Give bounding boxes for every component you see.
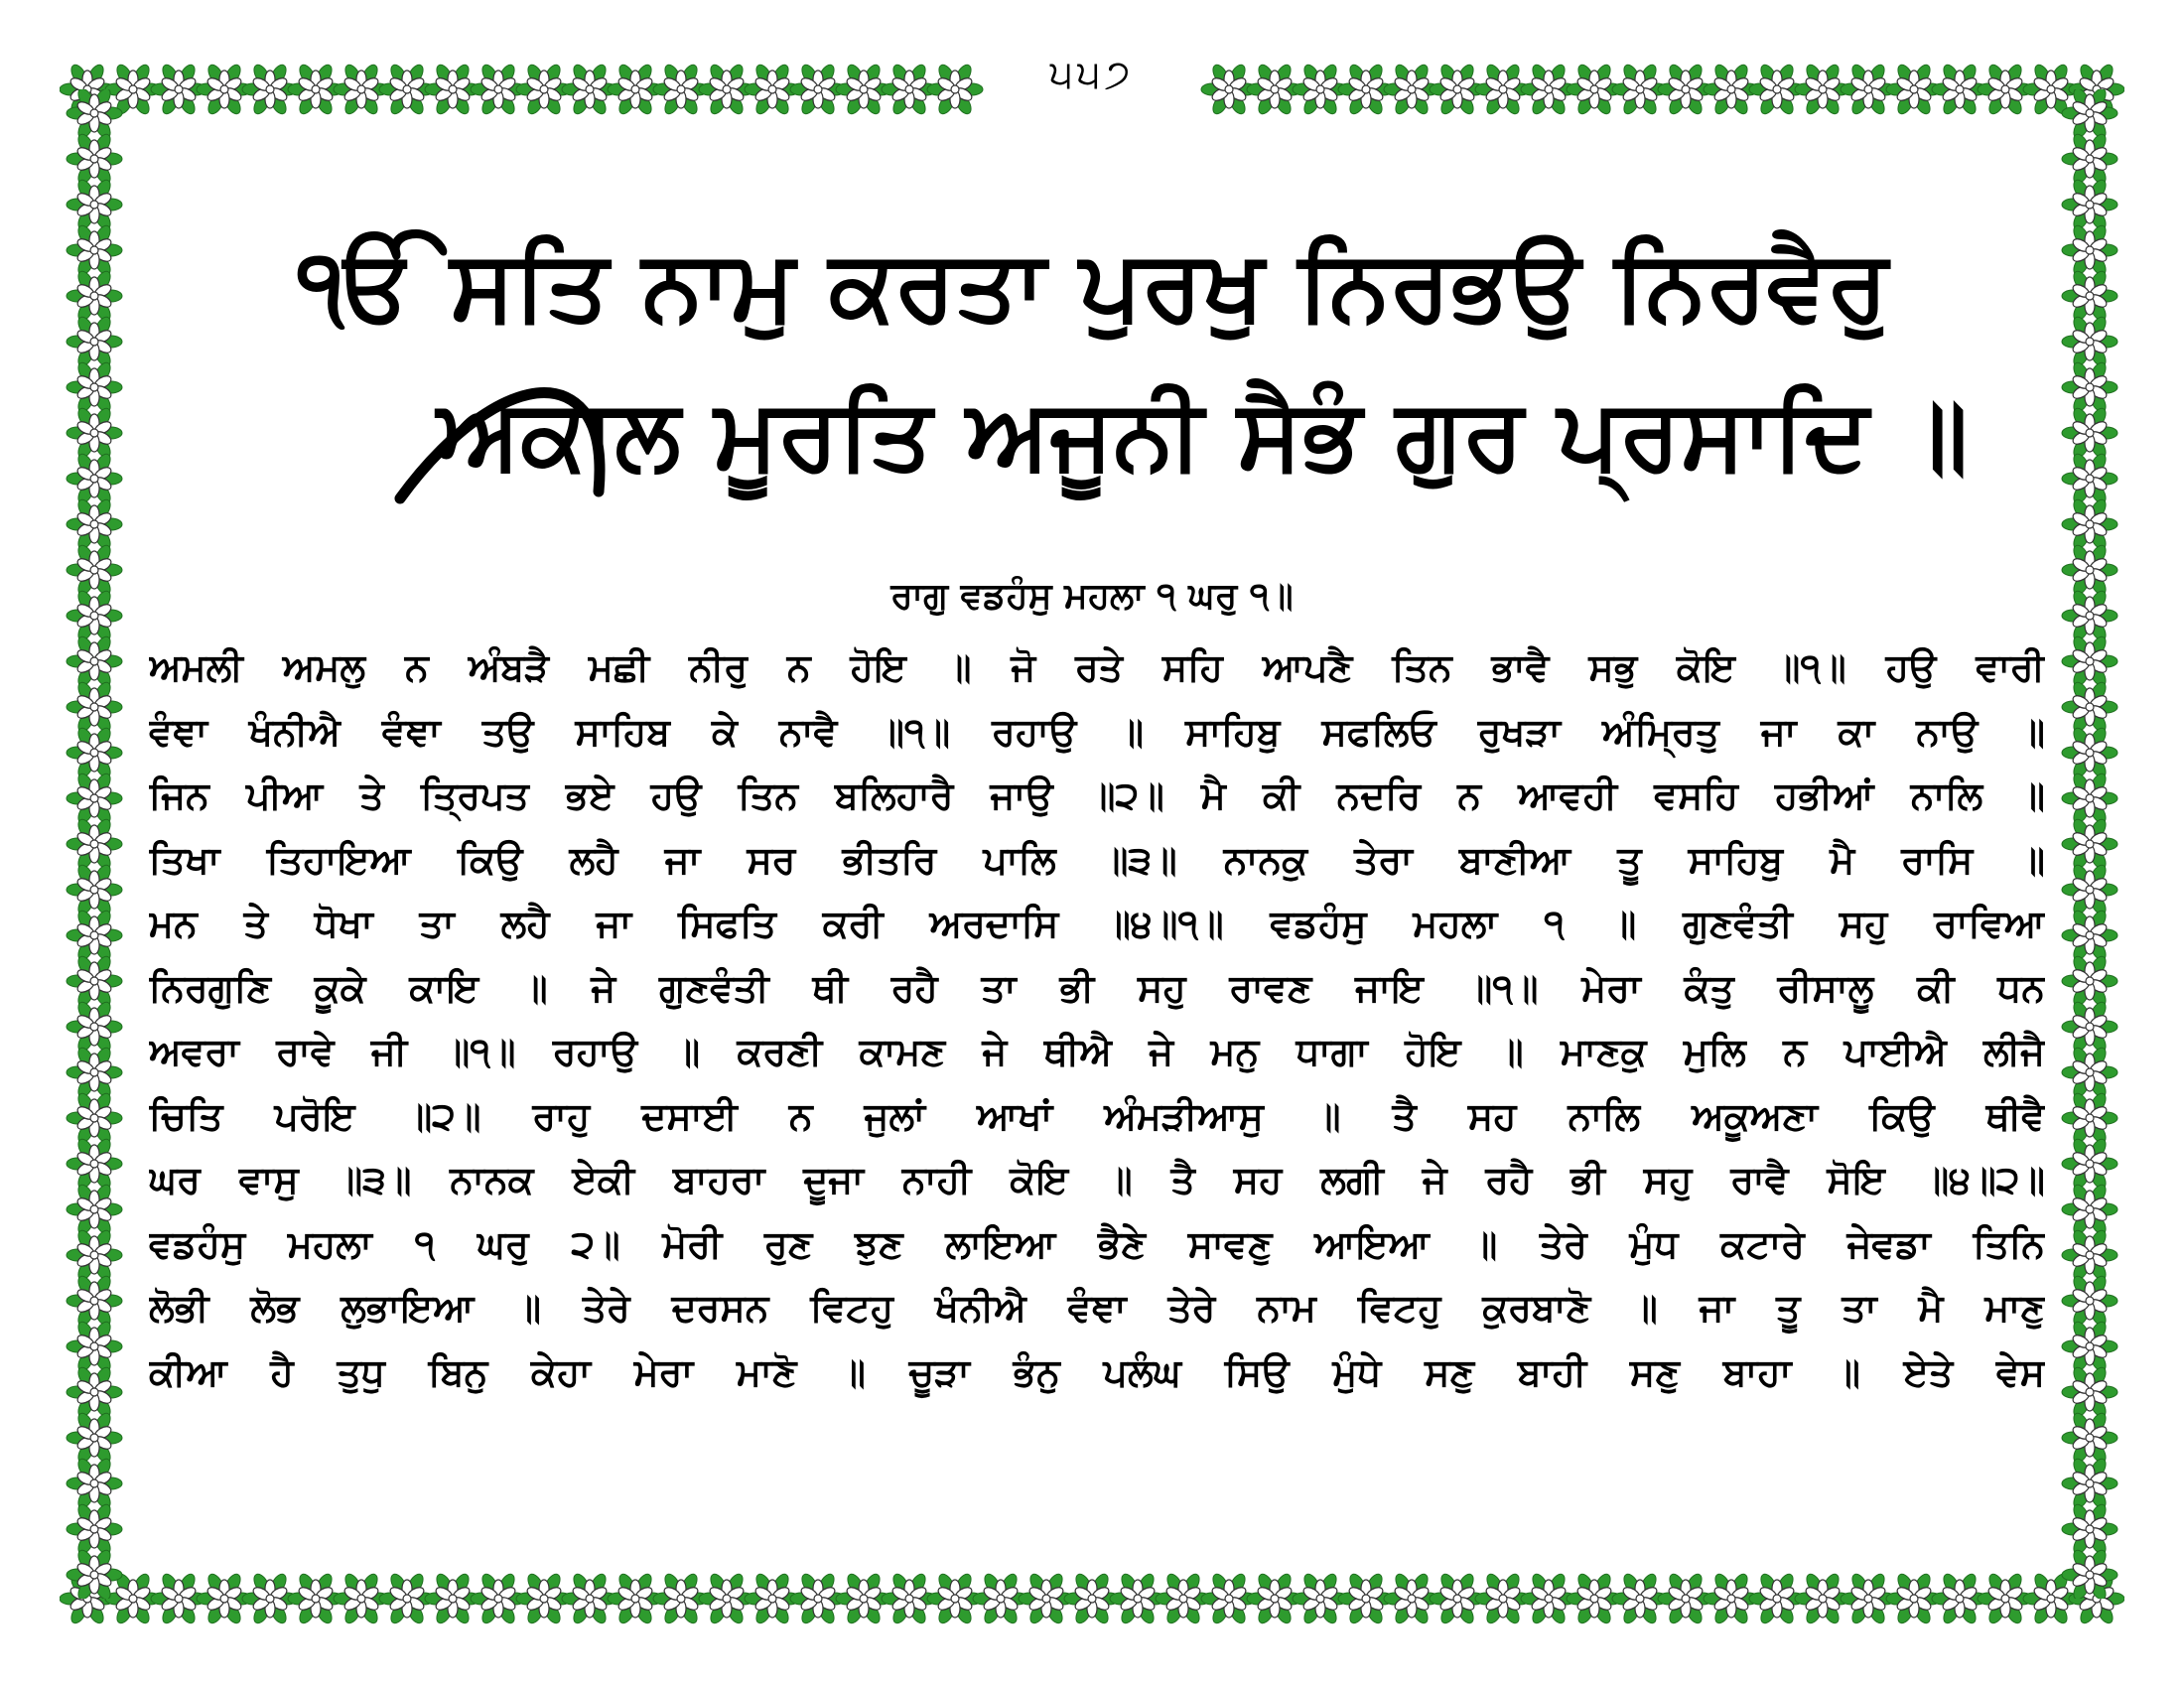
flower-icon (2062, 1228, 2117, 1282)
flower-icon (2062, 1320, 2117, 1373)
flower-icon (67, 178, 122, 231)
verse-line: ਵਡਹੰਸੁ ਮਹਲਾ ੧ ਘਰੁ ੨॥ ਮੋਰੀ ਰੁਣ ਝੁਣ ਲਾਇਆ ਭੈਣੇ ਸਾਵਣੁ ਆਇਆ ॥ ਤੇਰੇ ਮੁੰਧ ਕਟਾਰੇ ਜੇਵਡਾ ਤਿਨਿ (149, 1221, 2045, 1266)
flower-icon (2062, 1411, 2117, 1465)
flower-icon (2062, 178, 2117, 231)
floral-border-icon (60, 89, 129, 1599)
flower-icon (2062, 1548, 2117, 1599)
flower-icon (67, 269, 122, 323)
flower-icon (2062, 1457, 2117, 1510)
flower-icon (2062, 269, 2117, 323)
flower-icon (67, 817, 122, 871)
flower-icon (67, 223, 122, 277)
verse-line: ਤਿਖਾ ਤਿਹਾਇਆ ਕਿਉ ਲਹੈ ਜਾ ਸਰ ਭੀਤਰਿ ਪਾਲਿ ॥੩॥ ਨਾਨਕੁ ਤੇਰਾ ਬਾਣੀਆ ਤੂ ਸਾਹਿਬੁ ਮੈ ਰਾਸਿ ॥ (149, 837, 2045, 882)
flower-icon (67, 1091, 122, 1145)
verse-line: ਚਿਤਿ ਪਰੋਇ ॥੨॥ ਰਾਹੁ ਦਸਾਈ ਨ ਜੁਲਾਂ ਆਖਾਂ ਅੰਮੜੀਆਸੁ ॥ ਤੈ ਸਹ ਨਾਲਿ ਅਕੂਅਣਾ ਕਿਉ ਥੀਵੈ (149, 1093, 2045, 1138)
verse-line: ਨਿਰਗੁਣਿ ਕੂਕੇ ਕਾਇ ॥ ਜੇ ਗੁਣਵੰਤੀ ਥੀ ਰਹੈ ਤਾ ਭੀ ਸਹੁ ਰਾਵਣ ਜਾਇ ॥੧॥ ਮੇਰਾ ਕੰਤੁ ਰੀਸਾਲੂ ਕੀ ਧਨ (149, 965, 2045, 1010)
page-number (0, 52, 2184, 97)
flower-icon (67, 1137, 122, 1191)
flower-icon (67, 1365, 122, 1419)
flower-icon (67, 406, 122, 460)
flower-icon (67, 1183, 122, 1236)
flower-icon (67, 954, 122, 1008)
flower-icon (67, 634, 122, 688)
verse-line: ਅਮਲੀ ਅਮਲੁ ਨ ਅੰਬੜੈ ਮਛੀ ਨੀਰੁ ਨ ਹੋਇ ॥ ਜੋ ਰਤੇ ਸਹਿ ਆਪਣੈ ਤਿਨ ਭਾਵੈ ਸਭੁ ਕੋਇ ॥੧॥ ਹਉ ਵਾਰੀ (149, 645, 2045, 689)
flower-icon (2062, 1502, 2117, 1556)
flower-icon (2062, 497, 2117, 551)
flower-icon (2062, 406, 2117, 460)
verse-line: ਵੰਞਾ ਖੰਨੀਐ ਵੰਞਾ ਤਉ ਸਾਹਿਬ ਕੇ ਨਾਵੈ ॥੧॥ ਰਹਾਉ ॥ ਸਾਹਿਬੁ ਸਫਲਿਓ ਰੁਖੜਾ ਅੰਮ੍ਰਿਤੁ ਜਾ ਕਾ ਨਾਉ ॥ (149, 709, 2045, 754)
border-left (60, 89, 129, 1599)
mool-mantar-line-2: ਅਕਾਲ ਮੂਰਤਿ ਅਜੂਨੀ ਸੈਭੰ ਗੁਰ ਪ੍ਰਸਾਦਿ ॥ (437, 378, 1969, 492)
flower-icon (2062, 360, 2117, 414)
flower-icon (67, 1320, 122, 1373)
verse-line: ਲੋਭੀ ਲੋਭ ਲੁਭਾਇਆ ॥ ਤੇਰੇ ਦਰਸਨ ਵਿਟਹੁ ਖੰਨੀਐ ਵੰਞਾ ਤੇਰੇ ਨਾਮ ਵਿਟਹੁ ਕੁਰਬਾਣੋ ॥ ਜਾ ਤੂ ਤਾ ਮੈ ਮਾਣੁ (149, 1286, 2045, 1330)
flower-icon (2062, 1365, 2117, 1419)
flower-icon (67, 452, 122, 505)
verse-line: ਮਨ ਤੇ ਧੋਖਾ ਤਾ ਲਹੈ ਜਾ ਸਿਫਤਿ ਕਰੀ ਅਰਦਾਸਿ ॥੪॥੧॥ ਵਡਹੰਸੁ ਮਹਲਾ ੧ ॥ ਗੁਣਵੰਤੀ ਸਹੁ ਰਾਵਿਆ (149, 902, 2045, 945)
flower-icon (67, 1274, 122, 1328)
flower-icon (67, 497, 122, 551)
flower-icon (67, 726, 122, 779)
border-bottom (60, 1564, 2124, 1633)
flower-icon (67, 680, 122, 734)
flower-icon (2062, 954, 2117, 1008)
flower-icon (67, 863, 122, 916)
flower-icon (2062, 132, 2117, 186)
flower-icon (2062, 634, 2117, 688)
flower-icon (67, 1502, 122, 1556)
page-number-text: ੫੫੭ (1017, 52, 1168, 97)
flower-icon (67, 1548, 122, 1599)
flower-icon (2062, 1000, 2117, 1054)
flower-icon (2062, 1137, 2117, 1191)
border-right (2055, 89, 2124, 1599)
flower-icon (2062, 726, 2117, 779)
flower-icon (67, 132, 122, 186)
verse-block (149, 635, 2045, 1404)
flower-icon (2062, 772, 2117, 825)
flower-icon (2062, 315, 2117, 368)
flower-icon (2062, 909, 2117, 962)
flower-icon (2062, 1091, 2117, 1145)
flower-icon (67, 1457, 122, 1510)
floral-border-icon (2055, 89, 2124, 1599)
flower-icon (67, 360, 122, 414)
flower-icon (2062, 817, 2117, 871)
verse-line: ਕੀਆ ਹੈ ਤੁਧੁ ਬਿਨੁ ਕੇਹਾ ਮੇਰਾ ਮਾਣੋ ॥ ਚੂੜਾ ਭੰਨੁ ਪਲੰਘ ਸਿਉ ਮੁੰਧੇ ਸਣੁ ਬਾਹੀ ਸਣੁ ਬਾਹਾ ॥ ਏਤੇ ਵੇਸ (149, 1349, 2045, 1394)
flower-icon (2062, 1183, 2117, 1236)
flower-icon (67, 1411, 122, 1465)
flower-icon (67, 1046, 122, 1099)
floral-border-icon (60, 1564, 2124, 1633)
flower-icon (2062, 223, 2117, 277)
flower-icon (67, 1000, 122, 1054)
verse-line: ਘਰ ਵਾਸੁ ॥੩॥ ਨਾਨਕ ਏਕੀ ਬਾਹਰਾ ਦੂਜਾ ਨਾਹੀ ਕੋਇ ॥ ਤੈ ਸਹ ਲਗੀ ਜੇ ਰਹੈ ਭੀ ਸਹੁ ਰਾਵੈ ਸੋਇ ॥੪॥੨॥ (149, 1158, 2045, 1201)
verse-line: ਜਿਨ ਪੀਆ ਤੇ ਤ੍ਰਿਪਤ ਭਏ ਹਉ ਤਿਨ ਬਲਿਹਾਰੈ ਜਾਉ ॥੨॥ ਮੈ ਕੀ ਨਦਰਿ ਨ ਆਵਹੀ ਵਸਹਿ ਹਭੀਆਂ ਨਾਲਿ ॥ (149, 774, 2045, 817)
mool-mantar-line-1: ੴ ਸਤਿ ਨਾਮੁ ਕਰਤਾ ਪੁਰਖੁ ਨਿਰਭਉ ਨਿਰਵੈਰੁ (298, 229, 1888, 343)
flower-icon (2062, 1046, 2117, 1099)
flower-icon (2062, 680, 2117, 734)
flower-icon (67, 1228, 122, 1282)
flower-icon (2062, 452, 2117, 505)
raag-heading: ਰਾਗੁ ਵਡਹੰਸੁ ਮਹਲਾ ੧ ਘਰੁ ੧॥ (890, 576, 1294, 617)
verse-line: ਅਵਰਾ ਰਾਵੇ ਜੀ ॥੧॥ ਰਹਾਉ ॥ ਕਰਣੀ ਕਾਮਣ ਜੇ ਥੀਐ ਜੇ ਮਨੁ ਧਾਗਾ ਹੋਇ ॥ ਮਾਣਕੁ ਮੁਲਿ ਨ ਪਾਈਐ ਲੀਜੈ (149, 1030, 2045, 1073)
flower-icon (2062, 863, 2117, 916)
flower-icon (67, 315, 122, 368)
flower-icon (67, 909, 122, 962)
flower-icon (2062, 1274, 2117, 1328)
flower-icon (67, 772, 122, 825)
